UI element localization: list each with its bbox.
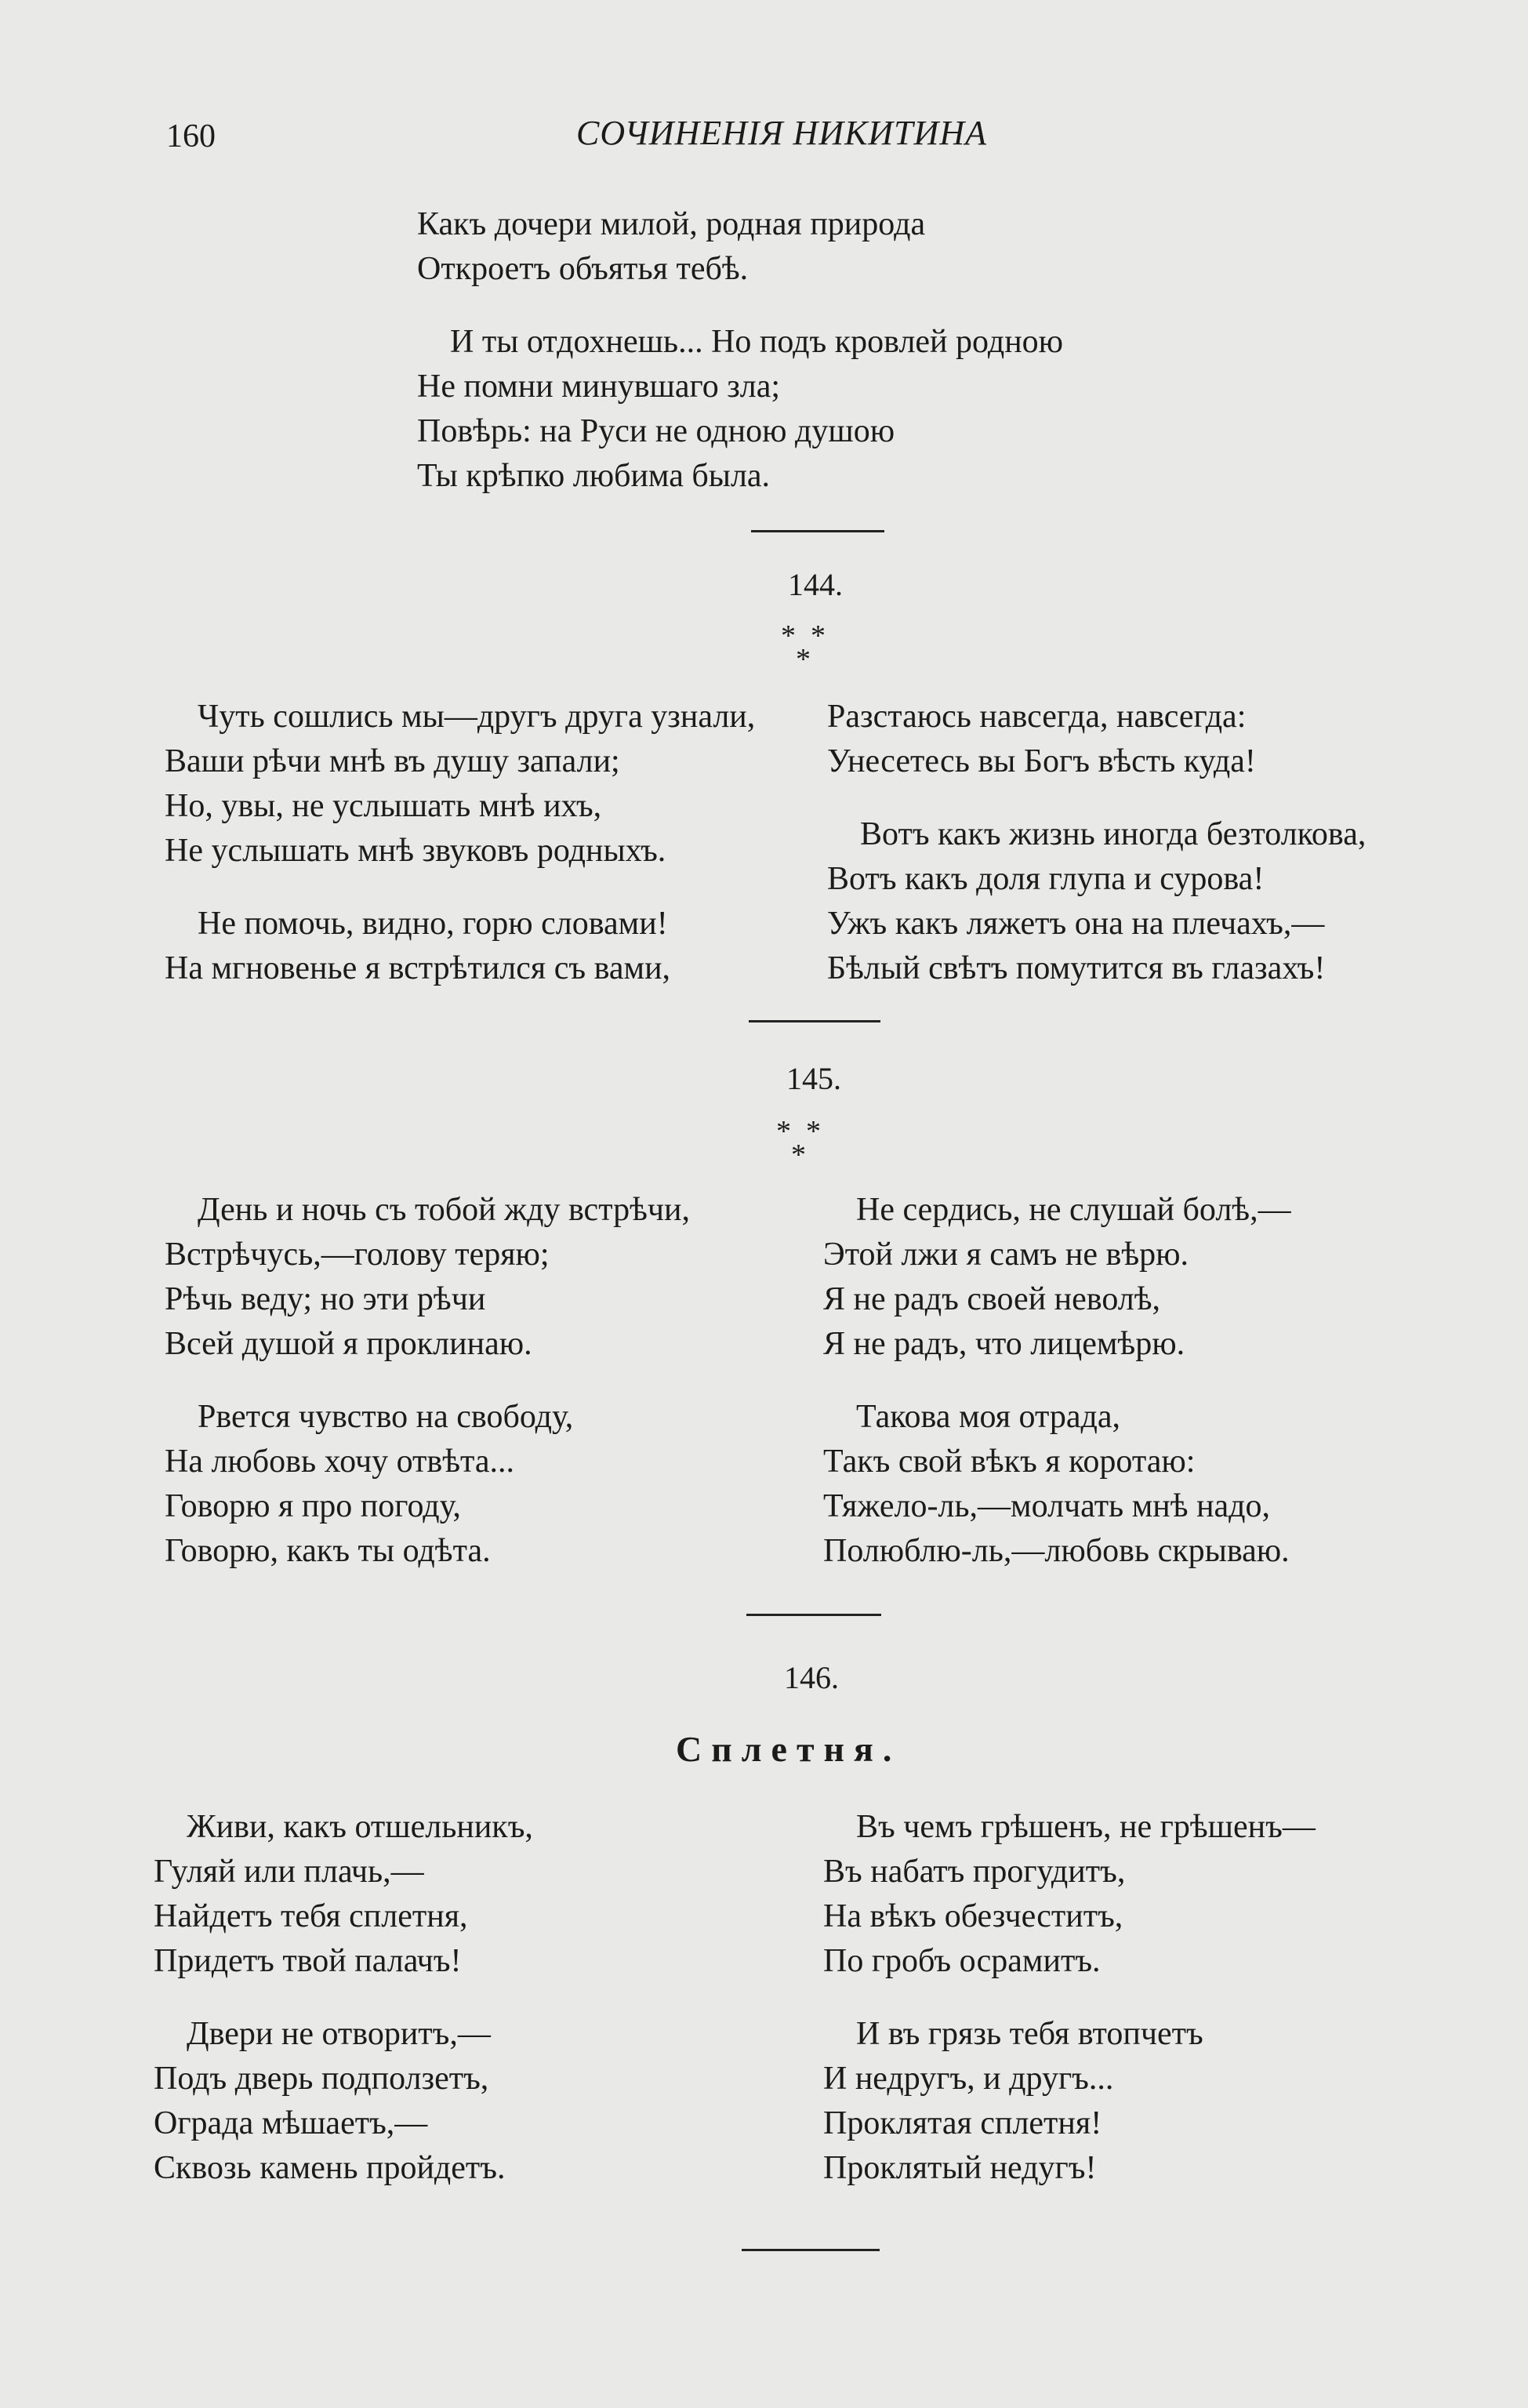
verse-line: Я не радъ, что лицемѣрю. [823,1326,1185,1362]
asterism-145: * * * [776,1115,821,1171]
verse-line: Рѣчь веду; но эти рѣчи [165,1281,486,1317]
verse-line: Вотъ какъ доля глупа и сурова! [827,861,1265,897]
verse-line: Говорю, какъ ты одѣта. [165,1533,491,1569]
verse-line: И въ грязь тебя втопчетъ [856,2016,1203,2052]
stanza [165,902,755,991]
poem-title: Сплетня. [676,1729,902,1769]
verse-line: Найдетъ тебя сплетня, [154,1898,468,1934]
verse-line: Повѣрь: на Руси не одною душою [417,413,895,449]
verse-line: Рвется чувство на свободу, [198,1399,574,1435]
verse-line: Ты крѣпко любима была. [417,458,771,494]
stanza [823,1395,1291,1574]
verse-line: На вѣкъ обезчеститъ, [823,1898,1123,1934]
stanza [823,1805,1316,1984]
verse-line: Не помочь, видно, горю словами! [198,906,668,942]
verse-line: Но, увы, не услышать мнѣ ихъ, [165,788,602,824]
verse-line: Не помни минувшаго зла; [417,369,781,405]
verse-line: Ужъ какъ ляжетъ она на плечахъ,— [827,906,1325,942]
poem-145-left-column [165,1188,690,1602]
verse-line: Подъ дверь подползетъ, [154,2061,489,2097]
poem-number-145: 145. [786,1061,841,1096]
verse-line: На любовь хочу отвѣта... [165,1444,515,1480]
stanza [823,2012,1316,2191]
section-divider [746,1614,881,1616]
verse-line: И недругъ, и другъ... [823,2061,1114,2097]
verse-line: Сквозь камень пройдетъ. [154,2150,506,2186]
page-number: 160 [166,118,216,154]
running-title: СОЧИНЕНІЯ НИКИТИНА [576,114,987,152]
poem-144-right-column [827,695,1366,1019]
stanza [417,202,1063,292]
verse-line: Встрѣчусь,—голову теряю; [165,1237,550,1273]
verse-line: Въ набатъ прогудитъ, [823,1854,1126,1890]
section-divider [742,2249,880,2251]
verse-line: Тяжело-ль,—молчать мнѣ надо, [823,1488,1271,1524]
verse-line: Ваши рѣчи мнѣ въ душу запали; [165,743,620,779]
poem-146-right-column [823,1805,1316,2219]
poem-number-146: 146. [784,1660,839,1695]
verse-line: Говорю я про погоду, [165,1488,461,1524]
verse-line: По гробъ осрамитъ. [823,1943,1101,1979]
verse-line: На мгновенье я встрѣтился съ вами, [165,950,671,986]
verse-line: И ты отдохнешь... Но подъ кровлей родною [450,324,1064,360]
verse-line: Въ чемъ грѣшенъ, не грѣшенъ— [856,1809,1316,1845]
verse-line: Не услышать мнѣ звуковъ родныхъ. [165,833,666,869]
verse-line: Чуть сошлись мы—другъ друга узнали, [198,699,756,735]
stanza [417,320,1063,499]
stanza [827,812,1366,991]
verse-line: Бѣлый свѣтъ помутится въ глазахъ! [827,950,1326,986]
verse-line: Такова моя отрада, [856,1399,1121,1435]
verse-line: Ограда мѣшаетъ,— [154,2105,428,2141]
stanza [165,1188,690,1367]
stanza [827,695,1366,784]
verse-line: Унесетесь вы Богъ вѣсть куда! [827,743,1256,779]
stanza [165,695,755,873]
verse-line: Этой лжи я самъ не вѣрю. [823,1237,1189,1273]
section-divider [749,1020,880,1022]
verse-line: Такъ свой вѣкъ я коротаю: [823,1444,1196,1480]
poem-145-right-column [823,1188,1291,1602]
stanza [165,1395,690,1574]
verse-line: Какъ дочери милой, родная природа [417,206,926,242]
poem-number-144: 144. [788,567,843,602]
verse-line: Всей душой я проклинаю. [165,1326,532,1362]
verse-line: Откроетъ объятья тебѣ. [417,251,749,287]
verse-line: Не сердись, не слушай болѣ,— [856,1192,1291,1228]
verse-line: Живи, какъ отшельникъ, [187,1809,533,1845]
section-divider [751,530,884,532]
prev-poem [417,202,1063,527]
verse-line: Вотъ какъ жизнь иногда безтолкова, [860,816,1366,852]
stanza [154,1805,533,1984]
asterism-144: * * * [781,619,826,676]
verse-line: Придетъ твой палачъ! [154,1943,462,1979]
verse-line: День и ночь съ тобой жду встрѣчи, [198,1192,690,1228]
verse-line: Гуляй или плачь,— [154,1854,424,1890]
verse-line: Я не радъ своей неволѣ, [823,1281,1161,1317]
verse-line: Проклятая сплетня! [823,2105,1102,2141]
poem-146-left-column [154,1805,533,2219]
poem-144-left-column [165,695,755,1019]
verse-line: Полюблю-ль,—любовь скрываю. [823,1533,1290,1569]
stanza [823,1188,1291,1367]
stanza [154,2012,533,2191]
verse-line: Разстаюсь навсегда, навсегда: [827,699,1247,735]
verse-line: Проклятый недугъ! [823,2150,1097,2186]
verse-line: Двери не отворитъ,— [187,2016,491,2052]
